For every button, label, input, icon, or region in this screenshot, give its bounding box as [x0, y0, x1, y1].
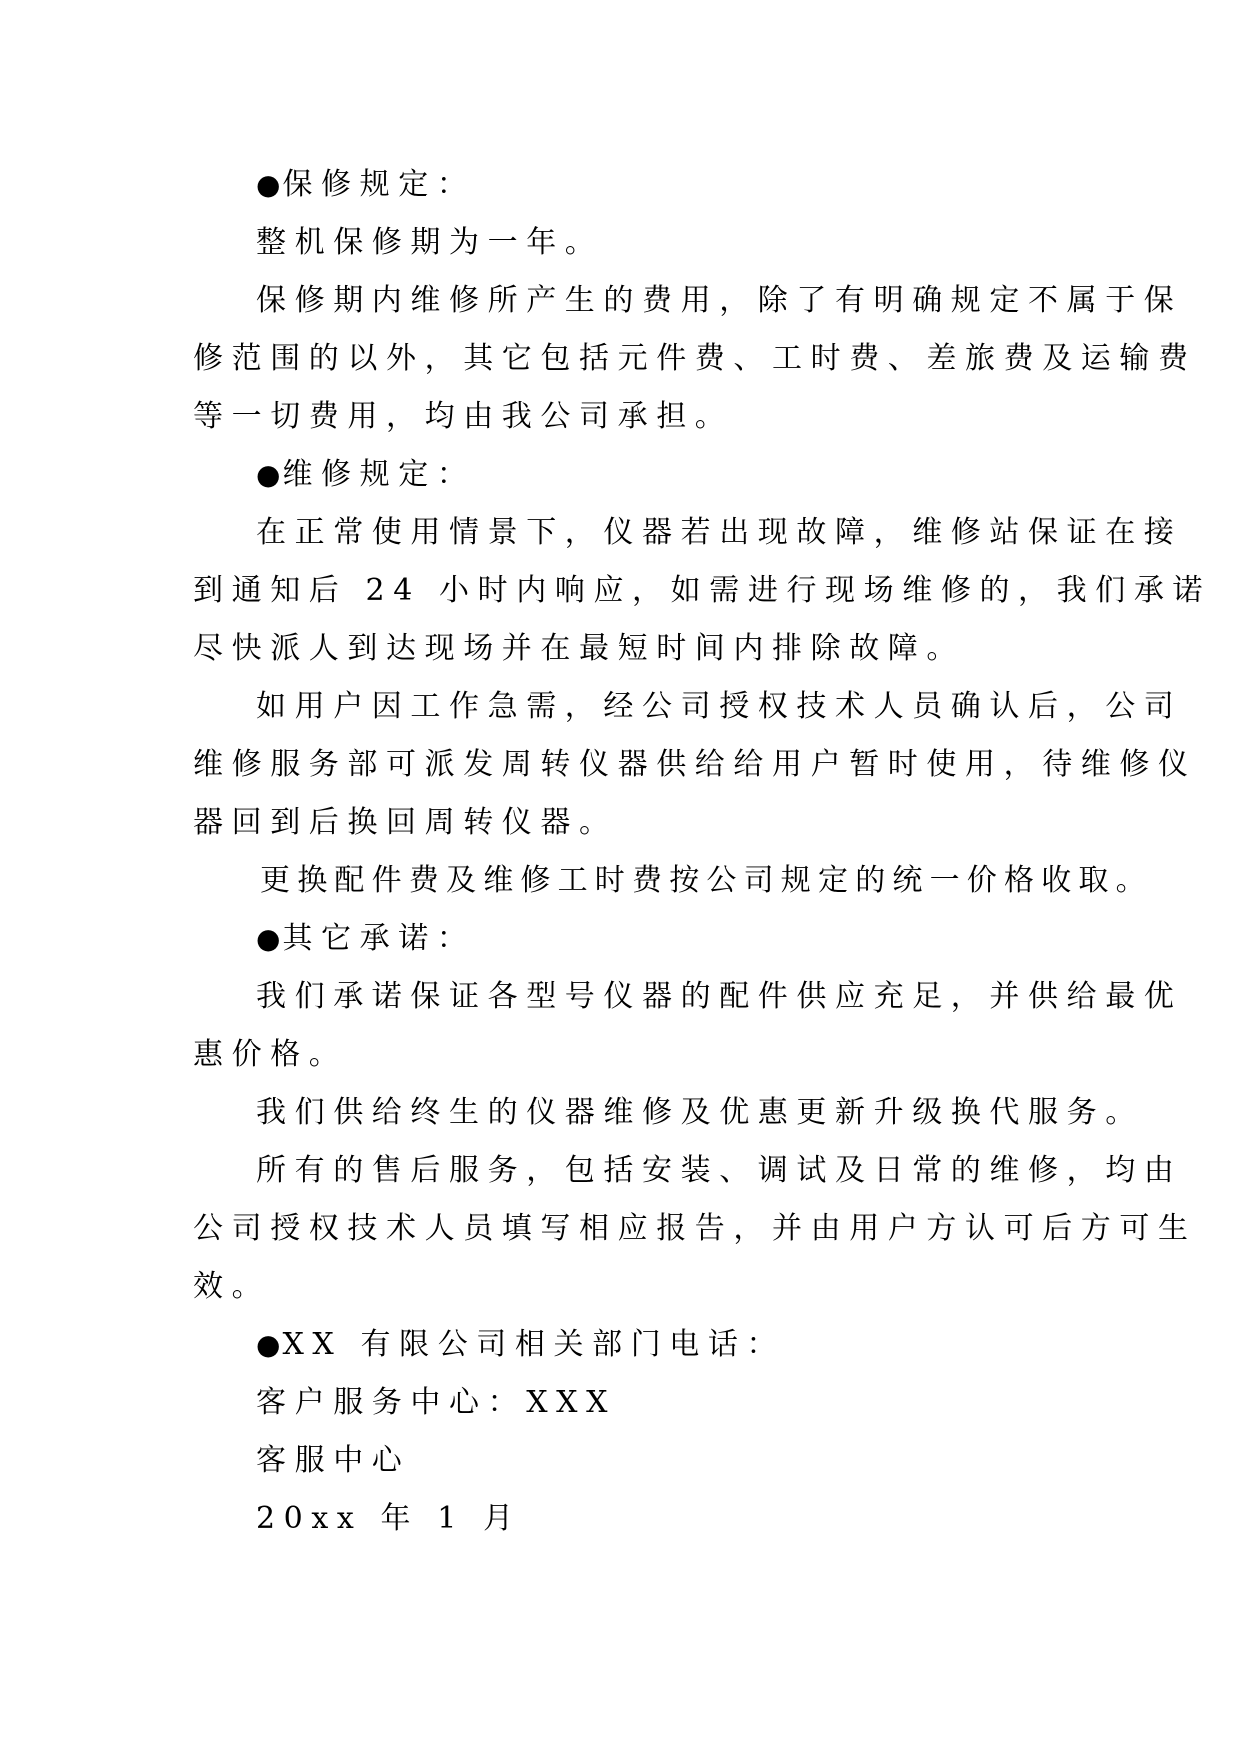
- repair-response-line-2: 到通知后 24 小时内响应，如需进行现场维修的，我们承诺: [193, 573, 1212, 608]
- after-sales-line-1: 所有的售后服务，包括安装、调试及日常的维修，均由: [256, 1153, 1183, 1188]
- customer-service-center: 客户服务中心：XXX: [256, 1385, 617, 1420]
- repair-heading: [256, 455, 475, 495]
- lifetime-service-paragraph: 我们供给终生的仪器维修及优惠更新升级换代服务。: [256, 1095, 1144, 1130]
- bullet-icon: ●: [256, 922, 281, 955]
- bullet-icon: ●: [256, 168, 281, 201]
- repair-response-line-3: 尽快派人到达现场并在最短时间内排除故障。: [193, 631, 965, 666]
- after-sales-line-2: 公司授权技术人员填写相应报告，并由用户方认可后方可生: [193, 1211, 1197, 1246]
- warranty-cost-line-3: 等一切费用，均由我公司承担。: [193, 399, 734, 434]
- heading-text: 其它承诺：: [282, 921, 476, 956]
- repair-response-line-1: 在正常使用情景下，仪器若出现故障，维修站保证在接: [256, 515, 1183, 550]
- warranty-cost-line-2: 修范围的以外，其它包括元件费、工时费、差旅费及运输费: [193, 341, 1197, 376]
- loaner-line-1: 如用户因工作急需，经公司授权技术人员确认后，公司: [256, 689, 1183, 724]
- parts-fee-paragraph: 更换配件费及维修工时费按公司规定的统一价格收取。: [260, 863, 1153, 898]
- heading-text: 保修规定：: [282, 167, 476, 202]
- heading-text: 维修规定：: [282, 457, 476, 492]
- heading-text: XX 有限公司相关部门电话：: [282, 1327, 786, 1362]
- other-heading: [256, 919, 475, 959]
- warranty-cost-line-1: 保修期内维修所产生的费用，除了有明确规定不属于保: [256, 283, 1183, 318]
- warranty-heading: [256, 165, 475, 205]
- date: 20xx 年 1 月: [256, 1501, 522, 1536]
- warranty-period-paragraph: 整机保修期为一年。: [256, 225, 604, 260]
- contact-heading: [256, 1325, 785, 1365]
- bullet-icon: ●: [256, 1328, 281, 1361]
- after-sales-line-3: 效。: [193, 1269, 271, 1304]
- parts-supply-line-1: 我们承诺保证各型号仪器的配件供应充足，并供给最优: [256, 979, 1183, 1014]
- parts-supply-line-2: 惠价格。: [193, 1037, 348, 1072]
- loaner-line-2: 维修服务部可派发周转仪器供给给用户暂时使用，待维修仪: [193, 747, 1197, 782]
- bullet-icon: ●: [256, 458, 281, 491]
- loaner-line-3: 器回到后换回周转仪器。: [193, 805, 618, 840]
- signature: 客服中心: [256, 1443, 411, 1478]
